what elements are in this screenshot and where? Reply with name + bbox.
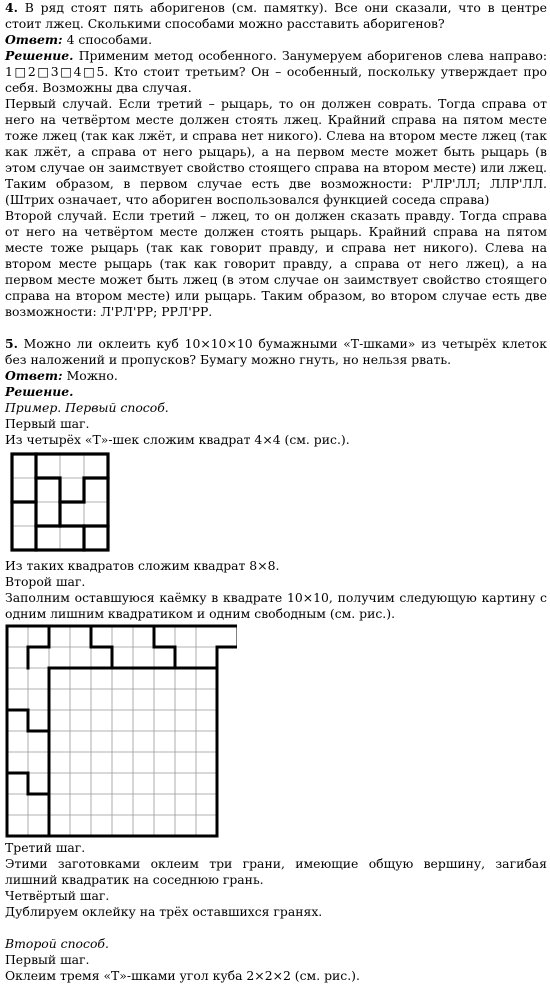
problem-4-statement bbox=[5, 0, 547, 32]
answer-text: Можно. bbox=[66, 368, 118, 383]
border-tiling-10x10-figure bbox=[5, 624, 237, 838]
statement-text: Можно ли оклеить куб 10×10×10 бумажными «Т-шками» из четырёх клеток без наложений и пропусков? Бумагу можно гнуть, но нельзя рвать. bbox=[5, 336, 547, 367]
piece-border bbox=[91, 626, 112, 668]
step-4-text: Дублируем оклейку на трёх оставшихся гранях. bbox=[5, 904, 323, 919]
problem-4-solution bbox=[5, 48, 547, 96]
second-method-label: Второй способ. bbox=[5, 936, 109, 951]
step-1-title: Первый шаг. bbox=[5, 416, 90, 431]
problem-5-answer bbox=[5, 368, 547, 384]
answer-label: Ответ: bbox=[5, 368, 63, 383]
step-1-text: Из четырёх «Т»-шек сложим квадрат 4×4 (см. рис.). bbox=[5, 432, 350, 447]
problem-4-answer bbox=[5, 32, 547, 48]
piece-border bbox=[7, 710, 49, 731]
solution-label: Решение. bbox=[5, 48, 74, 63]
step-2-title: Второй шаг. bbox=[5, 574, 86, 589]
solution-text: Применим метод особенного. Занумеруем аборигенов слева направо: 1□2□3□4□5. Кто стоит третьим? Он – особенный, поскольку утверждает про себя. Возможны два случая. bbox=[5, 48, 547, 95]
second-step-1-text: Оклеим тремя «Т»-шками угол куба 2×2×2 (см. рис.). bbox=[5, 968, 360, 983]
piece-border bbox=[154, 626, 175, 668]
t-tetromino-4x4-figure bbox=[10, 452, 110, 552]
step-3-title: Третий шаг. bbox=[5, 840, 86, 855]
answer-label: Ответ: bbox=[5, 32, 63, 47]
second-step-1-title: Первый шаг. bbox=[5, 952, 90, 967]
after-figure-1: Из таких квадратов сложим квадрат 8×8. bbox=[5, 558, 280, 573]
problem-5-solution-label: Решение. bbox=[5, 384, 74, 399]
problem-4-case-2: Второй случай. Если третий – лжец, то он должен сказать правду. Тогда справа от него на четвёртом месте должен стоять рыцарь. Крайний справа на пятом месте тоже рыцарь (так как говорит правду, и справа нет никого). Слева на втором месте рыцарь (так как говорит правду, а справа от него лжец), а на первом месте может быть лжец (в этом случае он заимствует свойство стоящего справа на втором месте) или рыцарь. Таким образом, во втором случае есть две возможности: Л'РЛ'РР; РРЛ'РР. bbox=[5, 208, 547, 319]
step-2-text: Заполним оставшуюся каёмку в квадрате 10×10, получим следующую картину с одним лишним квадратиком и одним свободным (см. рис.). bbox=[5, 590, 547, 621]
example-label: Пример. Первый способ. bbox=[5, 400, 169, 415]
step-3-text: Этими заготовками оклеим три грани, имеющие общую вершину, загибая лишний квадратик на соседнюю грань. bbox=[5, 856, 547, 887]
problem-number: 5. bbox=[5, 336, 18, 351]
step-4-title: Четвёртый шаг. bbox=[5, 888, 110, 903]
statement-text: В ряд стоят пять аборигенов (см. памятку). Все они сказали, что в центре стоит лжец. Сколькими способами можно расставить аборигенов? bbox=[5, 0, 547, 31]
problem-number: 4. bbox=[5, 0, 18, 15]
problem-4-case-1: Первый случай. Если третий – рыцарь, то он должен соврать. Тогда справа от него на четвёртом месте должен стоять лжец. Крайний справа на пятом месте тоже лжец (так как лжёт, и справа нет никого). Слева на втором месте лжец (так как лжёт, а справа от него рыцарь), а на первом месте может быть рыцарь (в этом случае он заимствует свойство стоящего справа на втором месте) или лжец. Таким образом, в первом случае есть две возможности: Р'ЛР'ЛЛ; ЛЛР'ЛЛ. (Штрих означает, что абориген воспользовался функцией соседа справа) bbox=[5, 96, 547, 207]
problem-5-statement bbox=[5, 336, 547, 368]
answer-text: 4 способами. bbox=[66, 32, 153, 47]
piece-border bbox=[7, 773, 49, 794]
document-page bbox=[5, 0, 547, 984]
piece-border bbox=[28, 626, 49, 647]
